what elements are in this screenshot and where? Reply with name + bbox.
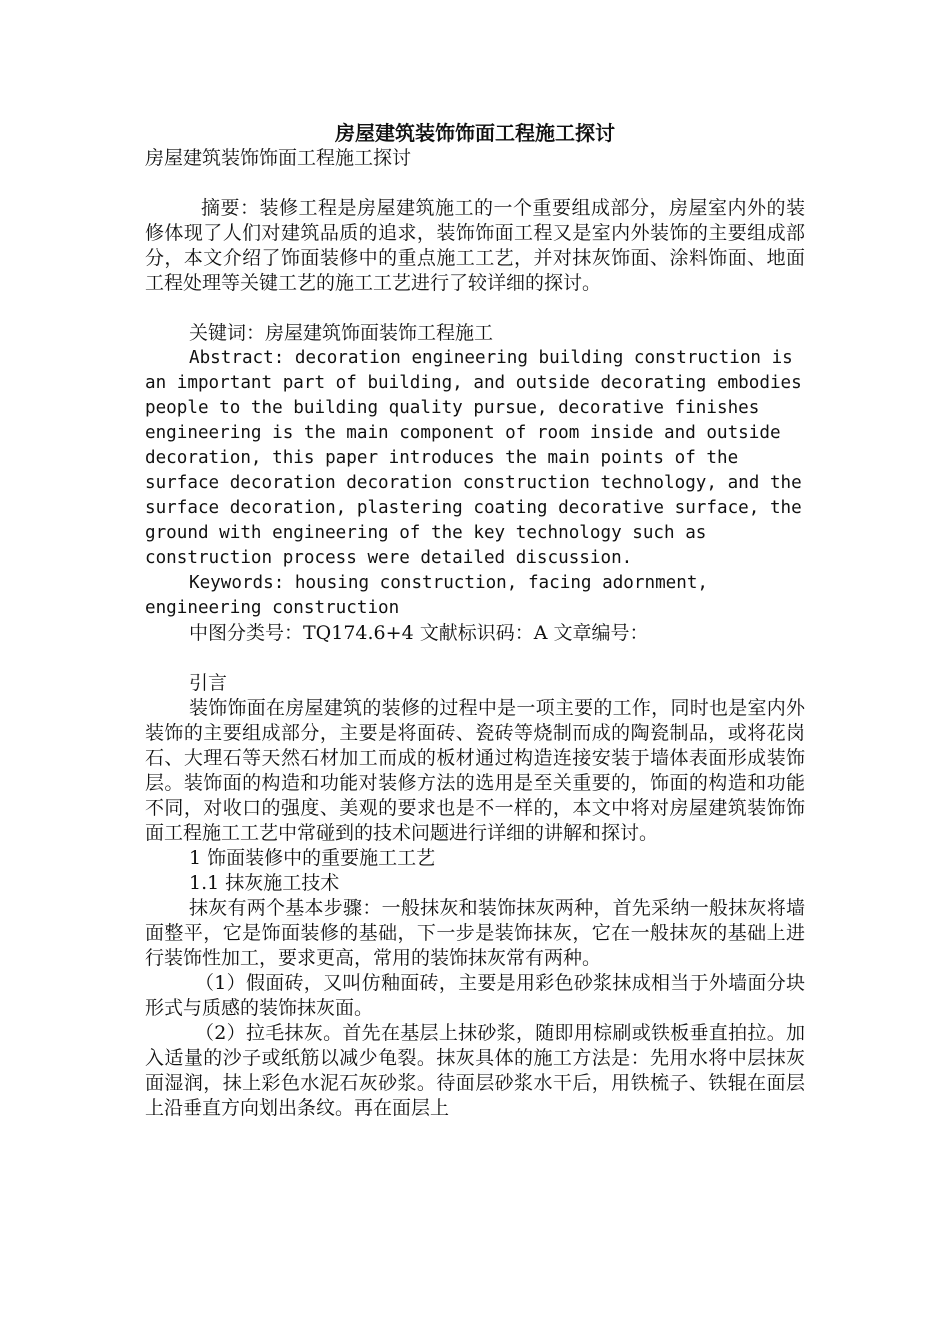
keywords-en: Keywords: housing construction, facing adornment, engineering construction [145,573,709,618]
document-page [145,120,805,1121]
spacer [145,296,805,321]
spacer [145,646,805,671]
document-title: 房屋建筑装饰饰面工程施工探讨 [335,121,615,145]
spacer [145,171,805,196]
section-1-1-paragraph: 抹灰有两个基本步骤：一般抹灰和装饰抹灰两种，首先采纳一般抹灰将墙面整平，它是饰面装修的基础，下一步是装饰抹灰，它在一般抹灰的基础上进行装饰性加工，要求更高，常用的装饰抹灰常有两种。 [145,897,805,969]
section-1-heading: 1 饰面装修中的重要施工工艺 [189,847,436,869]
document-subtitle: 房屋建筑装饰饰面工程施工探讨 [145,147,412,169]
list-item-2: （2）拉毛抹灰。首先在基层上抹砂浆，随即用棕刷或铁板垂直拍拉。加入适量的沙子或纸筋以减少龟裂。抹灰具体的施工方法是：先用水将中层抹灰面湿润，抹上彩色水泥石灰砂浆。待面层砂浆水干后，用铁梳子、铁辊在面层上沿垂直方向划出条纹。再在面层上 [145,1022,805,1119]
intro-heading: 引言 [189,672,228,694]
abstract-en: Abstract: decoration engineering building construction is an important part of building, and outside decorating embodies people to the building quality pursue, decorative finishes engineering is the main component of room inside and outside decoration, this paper introduces the main points of the surface decoration decoration construction technology, and the surface decoration, plastering coating decorative surface, the ground with engineering of the key technology such as construction process were detailed discussion. [145,348,802,568]
abstract-cn: 摘要：装修工程是房屋建筑施工的一个重要组成部分，房屋室内外的装修体现了人们对建筑品质的追求，装饰饰面工程又是室内外装饰的主要组成部分，本文介绍了饰面装修中的重点施工工艺，并对抹灰饰面、涂料饰面、地面工程处理等关键工艺的施工工艺进行了较详细的探讨。 [145,197,805,294]
section-1-1-heading: 1.1 抹灰施工技术 [189,872,340,894]
classification-line: 中图分类号：TQ174.6+4 文献标识码：A 文章编号： [189,622,649,644]
keywords-cn: 关键词：房屋建筑饰面装饰工程施工 [189,322,494,344]
list-item-1: （1）假面砖，又叫仿釉面砖，主要是用彩色砂浆抹成相当于外墙面分块形式与质感的装饰抹灰面。 [145,972,805,1019]
intro-paragraph: 装饰饰面在房屋建筑的装修的过程中是一项主要的工作，同时也是室内外装饰的主要组成部分，主要是将面砖、瓷砖等烧制而成的陶瓷制品，或将花岗石、大理石等天然石材加工而成的板材通过构造连接安装于墙体表面形成装饰层。装饰面的构造和功能对装修方法的选用是至关重要的，饰面的构造和功能不同，对收口的强度、美观的要求也是不一样的，本文中将对房屋建筑装饰饰面工程施工工艺中常碰到的技术问题进行详细的讲解和探讨。 [145,697,805,844]
